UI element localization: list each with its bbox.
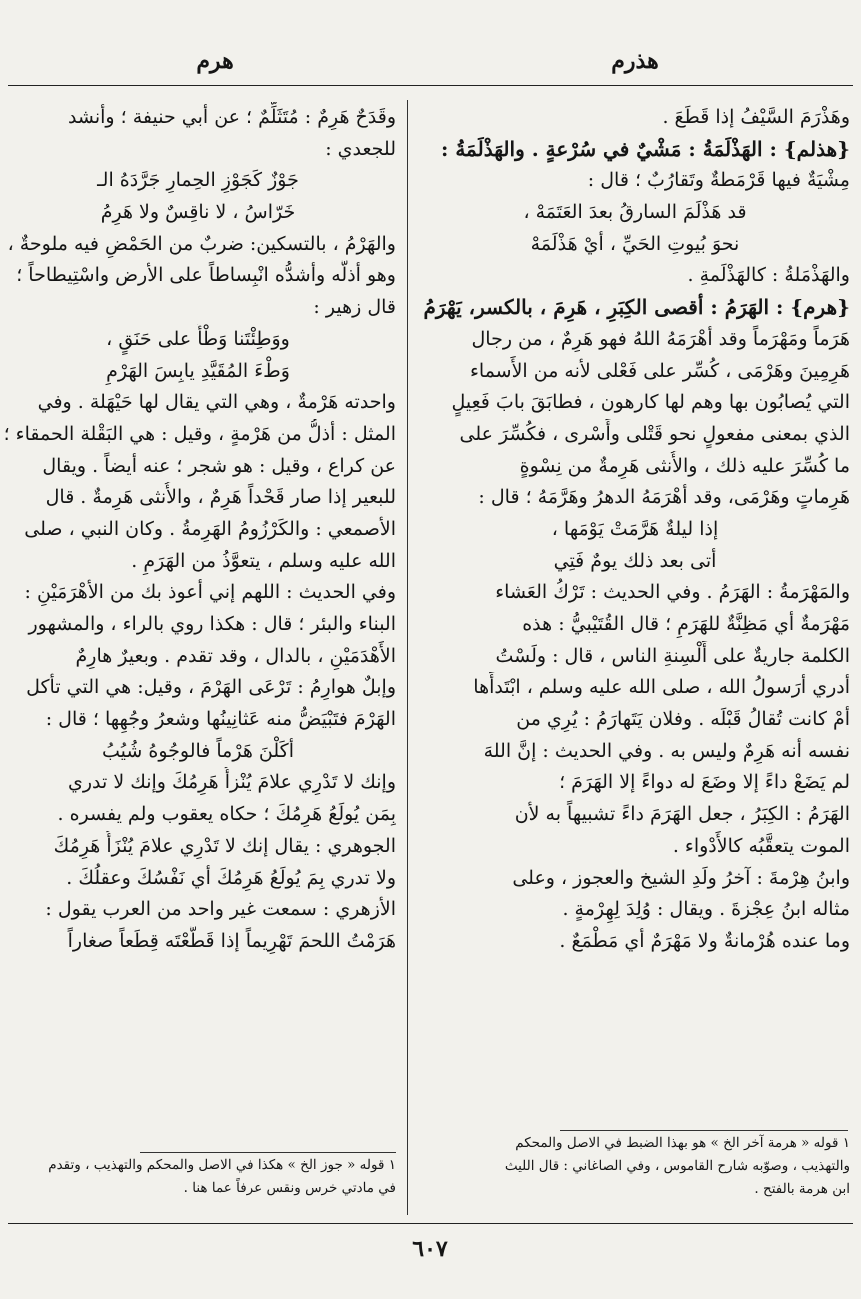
running-header-right: هذرم [611, 48, 659, 74]
text-line: هَرَماً ومَهْرَماً وقد أهْرَمَهُ اللهُ فهو هَرِمٌ ، من رجال [471, 327, 850, 350]
text-line: هَرِماتٍ وهَرْمَى، وقد أهْرَمَهُ الدهرُ وهَرَّمَهُ ؛ قال : [478, 486, 850, 509]
text-line: ما كُسِّرَ عليه ذلك ، والأُنثى هَرِمةٌ من نِسْوةٍ [519, 454, 850, 477]
text-line: الجوهري : يقال إنك لا تَدْرِي علامَ يُنْزَأُ هَرِمُكَ [53, 834, 396, 857]
text-line: للبعير إذا صار قَحْداً هَرِمٌ ، والأُنثى هَرِمةٌ . قال [45, 486, 396, 509]
footnote-line: ١ قوله « هرمة آخر الخ » هو بهذا الضبط في الاصل والمحكم [515, 1135, 850, 1151]
text-line: مِشْيَةٌ فيها قَرْمَطةٌ وتَقارُبٌ ؛ قال : [587, 169, 850, 192]
text-line: عن كراع ، وقيل : هو شجر ؛ عنه أيضاً . ويقال [42, 454, 396, 477]
text-line: الأصمعي : والكَرْزُومُ الهَرِمةُ . وكان النبي ، صلى [24, 517, 396, 540]
footer-rule [8, 1223, 853, 1224]
text-line: الله عليه وسلم ، يتعوَّذُ من الهَرَمِ . [131, 549, 396, 572]
text-line: قال زهير : [313, 296, 396, 319]
text-line: وقَدَحٌ هَرِمٌ : مُتَثَلِّمٌ ؛ عن أبي حنيفة ؛ وأنشد [67, 106, 396, 128]
text-line: التي يُصابُون بها وهم لها كارهون ، فطابَقَ بابَ فَعِيلٍ [451, 391, 850, 414]
text-line: وهَذْرَمَ السَّيْفُ إذا قَطَعَ . [662, 106, 850, 128]
text-line: أدري أرَسولُ الله ، صلى الله عليه وسلم ، ابْتَدأَها [473, 676, 850, 699]
text-line: المثل : أذلُّ من هَرْمةٍ ، وقيل : هي البَقْلة الحمقاء ؛ [3, 422, 396, 445]
footnote-line: ابن هرمة بالفتح . [754, 1181, 850, 1197]
left-column [0, 102, 396, 958]
text-line: وإبلٌ هوارِمُ : تَرْعَى الهَرْمَ ، وقيل: هي التي تأكل [26, 676, 396, 699]
verse-line: ووَطِئْتَنا وَطْأً على حَنَقٍ ، [106, 327, 290, 350]
text-line: لم يَضَعْ داءً إلا وضَعَ له دواءً إلا الهَرَمَ ؛ [559, 771, 850, 794]
footnote-rule-left [140, 1152, 396, 1153]
verse-line: خَرّاسُ ، لا ناقِسٌ ولا هَرِمُ [100, 201, 296, 224]
entry-headword-line: {هرم} : الهَرَمُ : أقصى الكِبَرِ ، هَرِمَ ، بالكسر، يَهْرَمُ [423, 295, 850, 320]
text-line: نفسه أنه هَرِمٌ وليس به . وفي الحديث : إنَّ اللهَ [483, 739, 850, 762]
verse-line: وَطْءَ المُقَيَّدِ يابِسَ الهَرْمِ [106, 359, 290, 382]
verse-line: جَوْزٌ كَجَوْزِ الحِمارِ جَرَّدَهُ الـ [97, 169, 299, 192]
verse-line: إذا ليلةٌ هَرَّمَتْ يَوْمَها ، [551, 517, 719, 540]
text-line: والهَذْمَلةُ : كالهَذْلَمةِ . [687, 264, 850, 287]
text-line: هَرِمِينَ وهَرْمَى ، كُسِّر على فَعْلى لأنه من الأَسماء [469, 359, 850, 382]
text-line: الهَرَمُ : الكِبَرُ ، جعل الهَرَمَ داءً تشبيهاً به لأن [514, 803, 850, 826]
page-number: ٦٠٧ [412, 1236, 448, 1262]
text-line: والمَهْرَمةُ : الهَرَمُ . وفي الحديث : تَرْكُ العَشاء [495, 581, 850, 604]
text-line: واحدته هَرْمةٌ ، وهي التي يقال لها حَيْهَلة . وفي [37, 391, 396, 414]
column-separator [407, 100, 408, 1215]
text-line: البناء والبئر ؛ قال : هكذا روي بالراء ، والمشهور [28, 613, 396, 635]
text-line: الأزهري : سمعت غير واحد من العرب يقول : [45, 898, 396, 921]
verse-line: نحوَ بُيوتِ الحَيِّ ، أيْ هَذْلَمَهْ [530, 232, 740, 255]
text-line: ولا تدري بِمَ يُولَعُ هَرِمُكَ أي نَفْسُكَ وعقلُكَ . [66, 866, 396, 889]
header-rule [8, 85, 853, 86]
right-column [420, 102, 850, 958]
text-line: والهَرْمُ ، بالتسكين: ضربٌ من الحَمْضِ فيه ملوحةٌ ، [7, 232, 396, 255]
text-line: للجعدي : [325, 137, 396, 160]
text-line: الأَهْدَمَيْنِ ، بالدال ، وقد تقدم . وبعيرٌ هارِمٌ [75, 644, 396, 667]
text-line: مثاله ابنُ عِجْزةَ . ويقال : وُلِدَ لِهِرْمةٍ . [562, 898, 850, 921]
text-line: الذي بمعنى مفعولٍ نحو قَتْلى وأَسْرى ، فكُسِّرَ على [459, 422, 850, 445]
footnote-line: والتهذيب ، وصوّبه شارح القاموس ، وفي الصاغاني : قال الليث [504, 1158, 850, 1174]
text-line: الموت يتعقَّبُه كالأَدْواء . [672, 834, 850, 857]
text-line: أمْ كانت تُقالُ قَبْلَه . وفلان يَتَهارَمُ : يُرِي من [516, 708, 850, 731]
footnote-rule-right [560, 1130, 848, 1131]
entry-headword-line: {هذلم} : الهَذْلَمَةُ : مَشْيٌ في سُرْعةٍ . والهَذْلَمَةُ : [440, 136, 850, 161]
verse-line: أتى بعد ذلك يومٌ فَتِي [553, 549, 717, 572]
running-header-left: هرم [196, 48, 234, 74]
text-line: الكلمة جاريةٌ على أَلْسِنةِ الناس ، قال : ولَسْتُ [495, 644, 850, 667]
footnote-left [0, 1154, 396, 1200]
verse-line: قد هَذْلَمَ السارقُ بعدَ العَتَمَهْ ، [523, 201, 747, 224]
text-line: هَرَمْتُ اللحمَ تَهْرِيماً إذا قَطَّعْتَه قِطَعاً صغاراً [67, 929, 396, 952]
text-line: بِمَن يُولَعُ هَرِمُكَ ؛ حكاه يعقوب ولم يفسره . [57, 803, 396, 826]
footnote-right [420, 1132, 850, 1201]
text-line: وهو أذلُّه وأشدُّه انْبِساطاً على الأرض واسْتِيطاحاً ؛ [16, 264, 396, 287]
text-line: وفي الحديث : اللهم إني أعوذ بك من الأهْرَمَيْنِ : [24, 581, 396, 604]
text-line: وابنُ هِرْمةَ : آخرُ ولَدِ الشيخ والعجوز ، وعلى [512, 866, 850, 889]
text-line: وإنك لا تَدْرِي علامَ يُنْزأُ هَرِمُكَ وإنك لا تدري [67, 771, 396, 794]
text-line: وما عنده هُرْمانةٌ ولا مَهْرَمٌ أي مَطْمَعٌ . [559, 929, 850, 952]
footnote-line: في مادتي خرس ونقس عرفاً عما هنا . [183, 1180, 396, 1196]
text-line: الهَرْمَ فتَبْيَضُّ منه عَثانِينُها وشعرُ وجُهِها ؛ قال : [45, 708, 396, 731]
text-line: مَهْرَمةٌ أي مَظِنَّةٌ للهَرَمِ ؛ قال القُتَيْبيُّ : هذه [522, 613, 850, 635]
verse-line: أكَلْنَ هَرْماً فالوجُوهُ شُيُبُ [102, 739, 294, 762]
footnote-line: ١ قوله « جوز الخ » هكذا في الاصل والمحكم والتهذيب ، وتقدم [48, 1157, 396, 1173]
